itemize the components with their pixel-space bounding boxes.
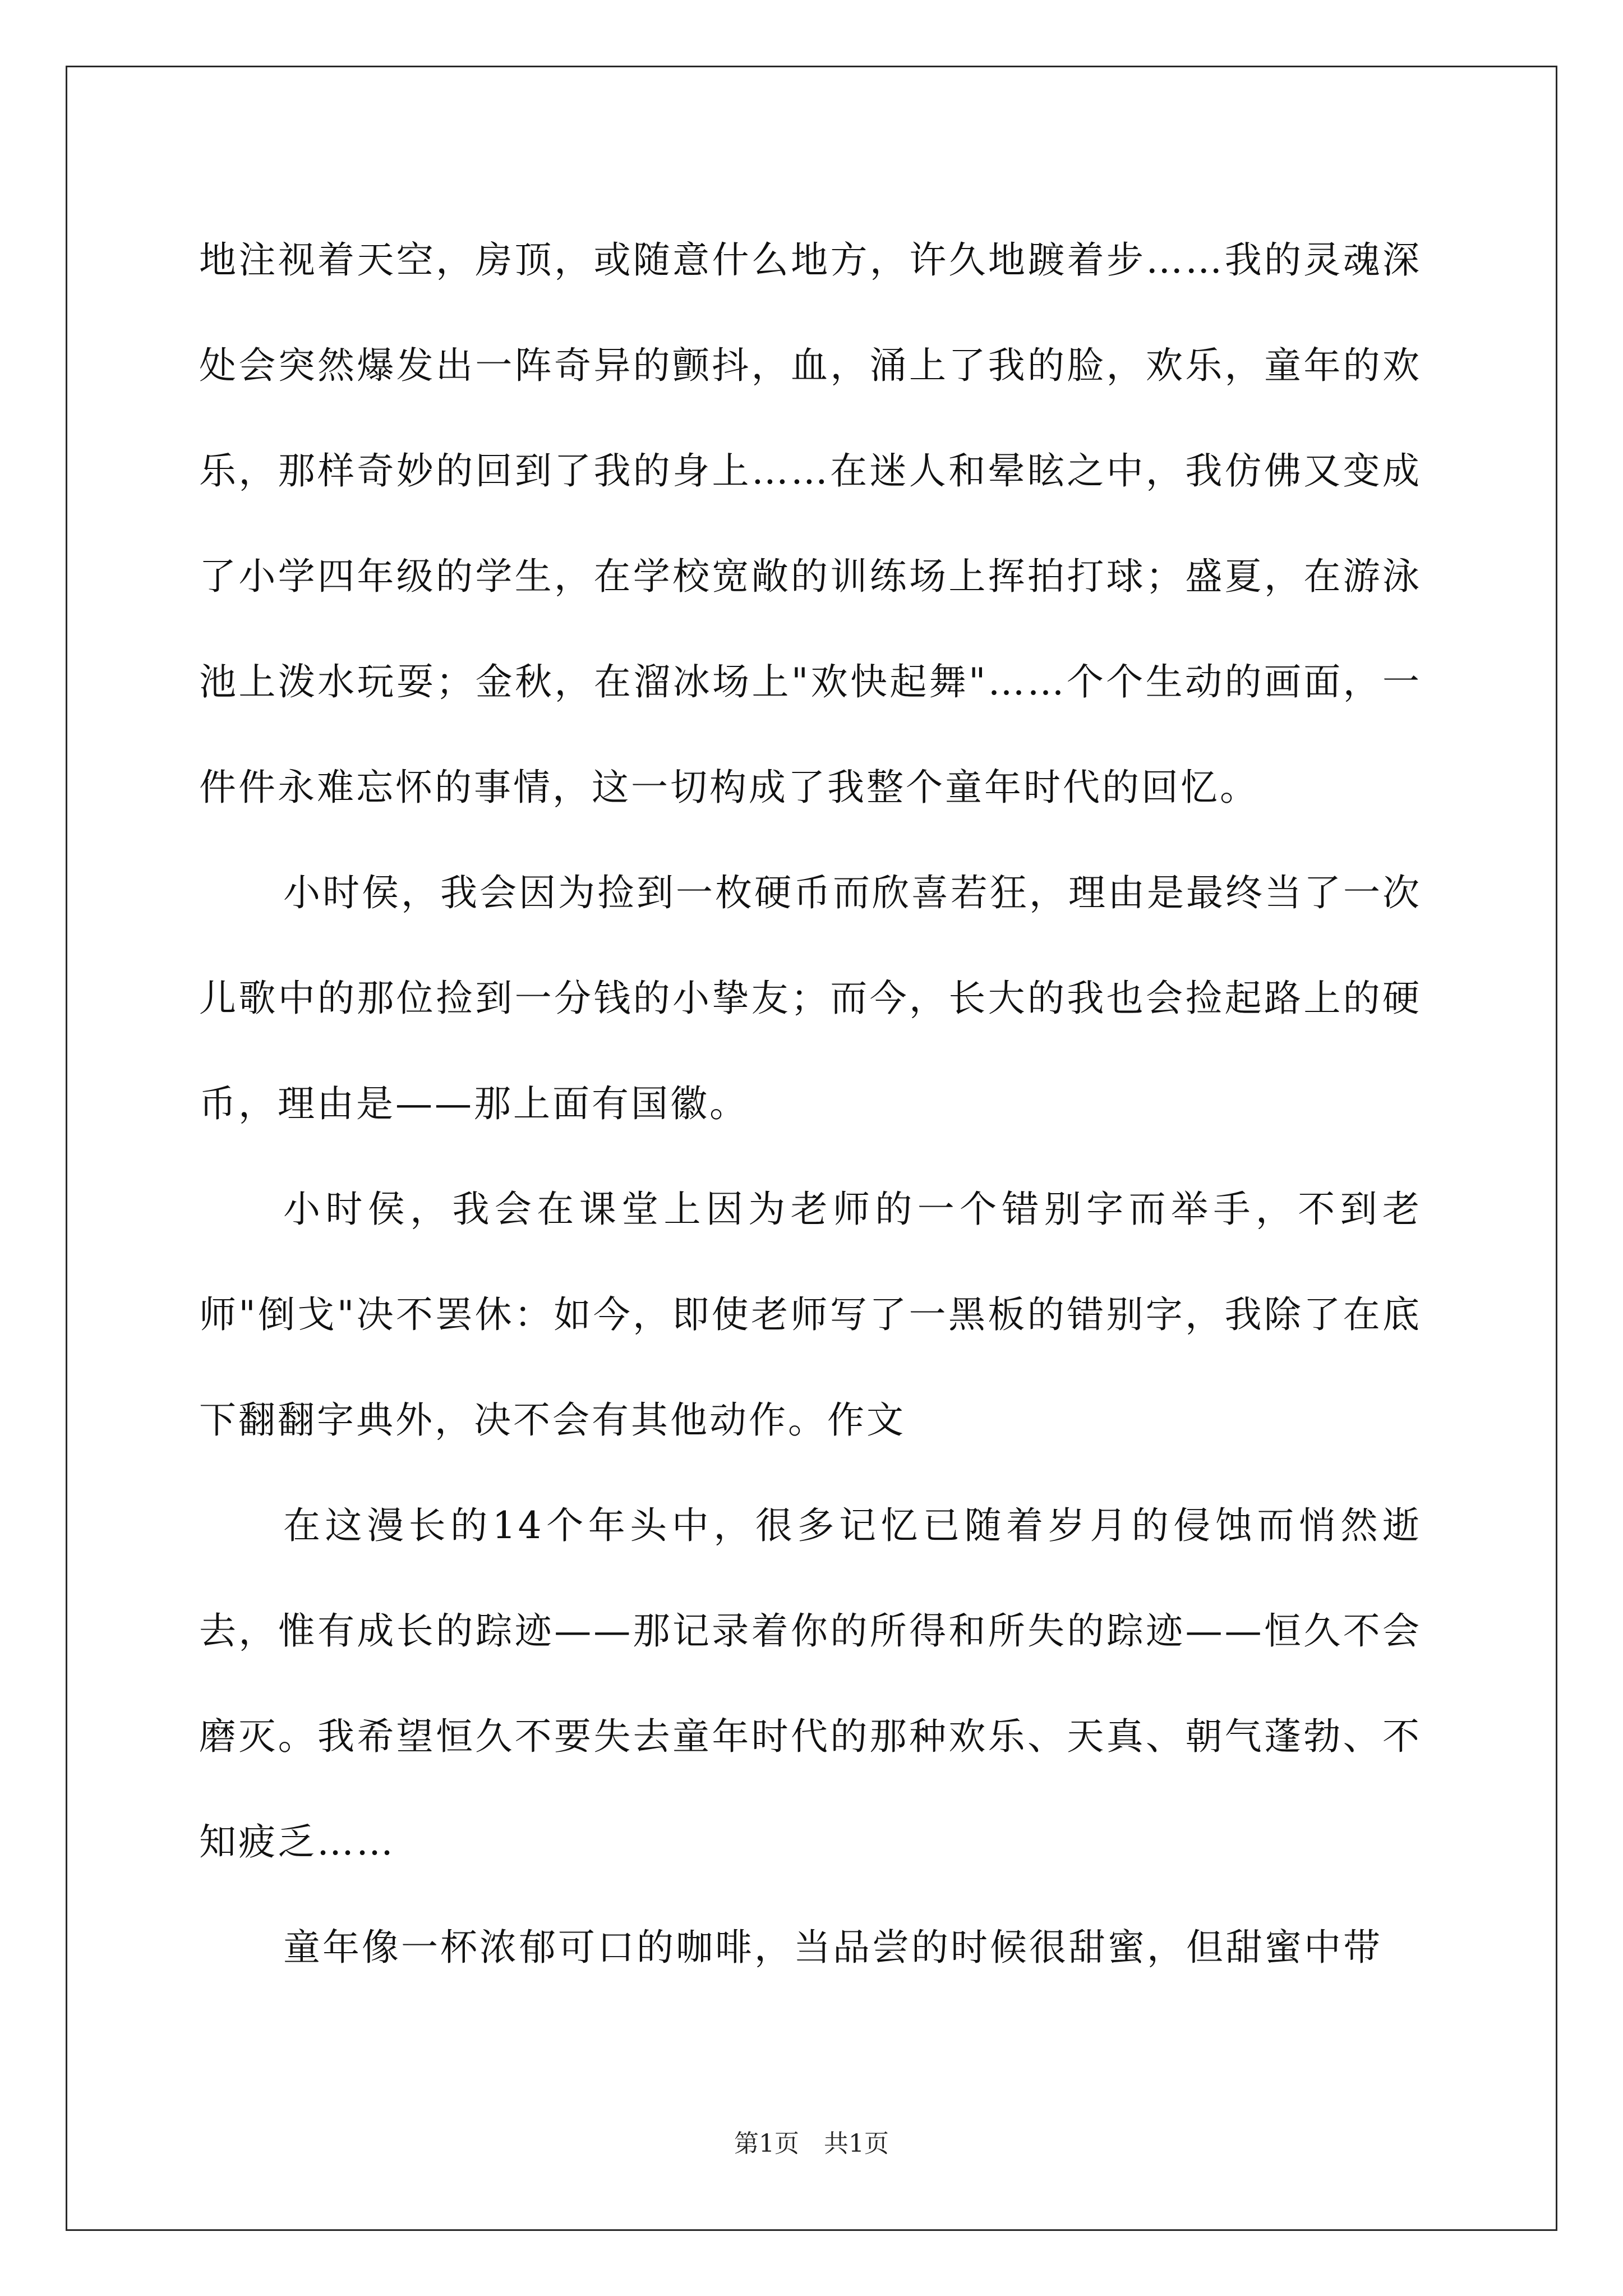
paragraph-1: 地注视着天空，房顶，或随意什么地方，许久地踱着步……我的灵魂深处会突然爆发出一阵奇异的颤抖，血，涌上了我的脸，欢乐，童年的欢乐，那样奇妙的回到了我的身上……在迷人和晕眩之中，我仿佛又变成了小学四年级的学生，在学校宽敞的训练场上挥拍打球；盛夏，在游泳池上泼水玩耍；金秋，在溜冰场上"欢快起舞"……个个生动的画面，一件件永难忘怀的事情，这一切构成了我整个童年时代的回忆。 xyxy=(199,238,1422,809)
paragraph-5: 童年像一杯浓郁可口的咖啡，当品尝的时候很甜蜜，但甜蜜中带 xyxy=(283,1926,1382,1969)
paragraph-3: 小时侯，我会在课堂上因为老师的一个错别字而举手，不到老师"倒戈"决不罢休：如今，即使老师写了一黑板的错别字，我除了在底下翻翻字典外，决不会有其他动作。作文 xyxy=(199,1188,1422,1442)
paragraph-4: 在这漫长的14个年头中，很多记忆已随着岁月的侵蚀而悄然逝去，惟有成长的踪迹——那记录着你的所得和所失的踪迹——恒久不会磨灭。我希望恒久不要失去童年时代的那种欢乐、天真、朝气蓬勃、不知疲乏…… xyxy=(199,1504,1422,1864)
paragraph-2: 小时侯，我会因为捡到一枚硬币而欣喜若狂，理由是最终当了一次儿歌中的那位捡到一分钱的小挚友；而今，长大的我也会捡起路上的硬币，理由是——那上面有国徽。 xyxy=(199,871,1422,1125)
document-body xyxy=(199,208,1422,2000)
page-number-footer: 第1页 共1页 xyxy=(734,2129,889,2158)
